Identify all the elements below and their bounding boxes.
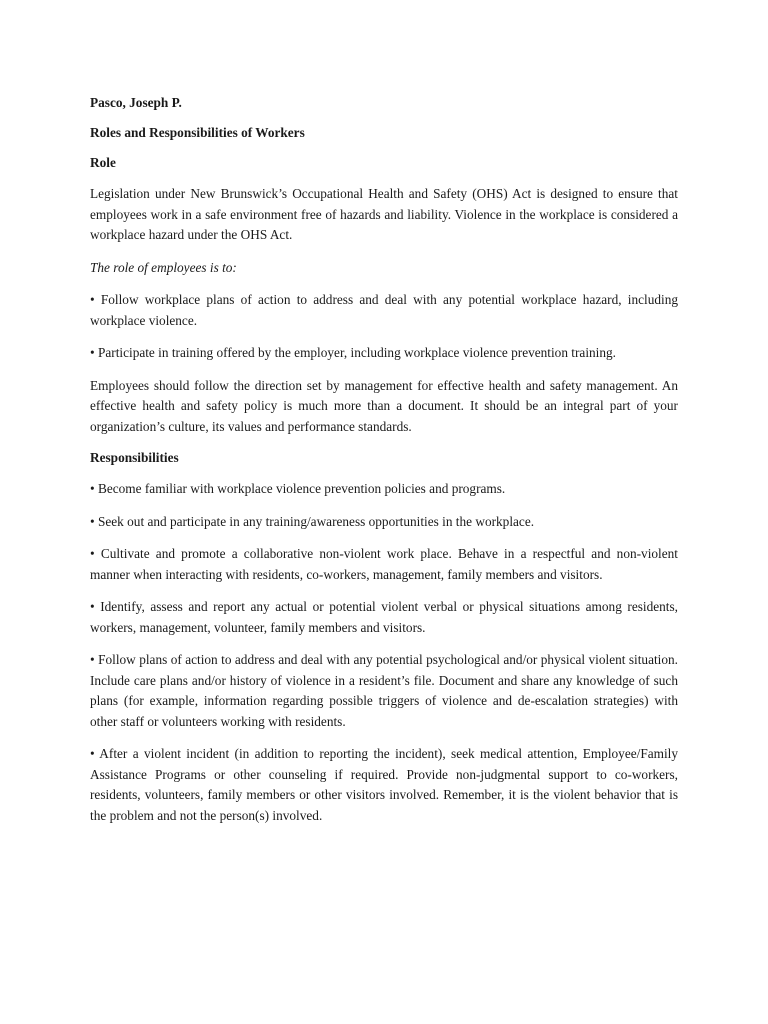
role-section	[90, 154, 678, 437]
role-lead-text: The role of employees is to:	[90, 259, 237, 275]
responsibility-bullet-3: • Cultivate and promote a collaborative non-violent work place. Behave in a respectful and non-violent manner when interacting with residents, co-workers, management, family members and visitors.	[90, 546, 678, 582]
role-bullet-1: • Follow workplace plans of action to address and deal with any potential workplace hazard, including workplace violence.	[90, 292, 678, 328]
responsibility-bullet-5: • Follow plans of action to address and deal with any potential psychological and/or physical violent situation. Include care plans and/or history of violence in a resident’s file. Document and share any knowledge of such plans (for example, information regarding possible triggers of violence and de-escalation strategies) with other staff or volunteers working with residents.	[90, 652, 678, 729]
responsibility-bullet-1: • Become familiar with workplace violence prevention policies and programs.	[90, 481, 506, 496]
author-name: Pasco, Joseph P.	[90, 95, 182, 110]
role-bullet-2: • Participate in training offered by the employer, including workplace violence prevention training.	[90, 345, 616, 360]
role-closing-paragraph: Employees should follow the direction set by management for effective health and safety management. An effective health and safety policy is much more than a document. It should be an integral part of your organization’s culture, its values and performance standards.	[90, 377, 678, 434]
responsibility-bullet-6: • After a violent incident (in addition to reporting the incident), seek medical attention, Employee/Family Assistance Programs or other counseling if required. Provide non-judgmental support to co-workers, residents, volunteers, family members or other visitors involved. Remember, it is the violent behavior that is the problem and not the person(s) involved.	[90, 746, 678, 823]
responsibilities-heading: Responsibilities	[90, 450, 179, 465]
document-title: Roles and Responsibilities of Workers	[90, 125, 305, 140]
role-heading: Role	[90, 155, 116, 170]
role-intro-paragraph: Legislation under New Brunswick’s Occupational Health and Safety (OHS) Act is designed to ensure that employees work in a safe environment free of hazards and liability. Violence in the workplace is considered a workplace hazard under the OHS Act.	[90, 186, 678, 242]
responsibilities-section	[90, 449, 678, 826]
responsibility-bullet-4: • Identify, assess and report any actual or potential violent verbal or physical situations among residents, workers, management, volunteer, family members and visitors.	[90, 599, 678, 635]
responsibility-bullet-2: • Seek out and participate in any training/awareness opportunities in the workplace.	[90, 513, 535, 529]
